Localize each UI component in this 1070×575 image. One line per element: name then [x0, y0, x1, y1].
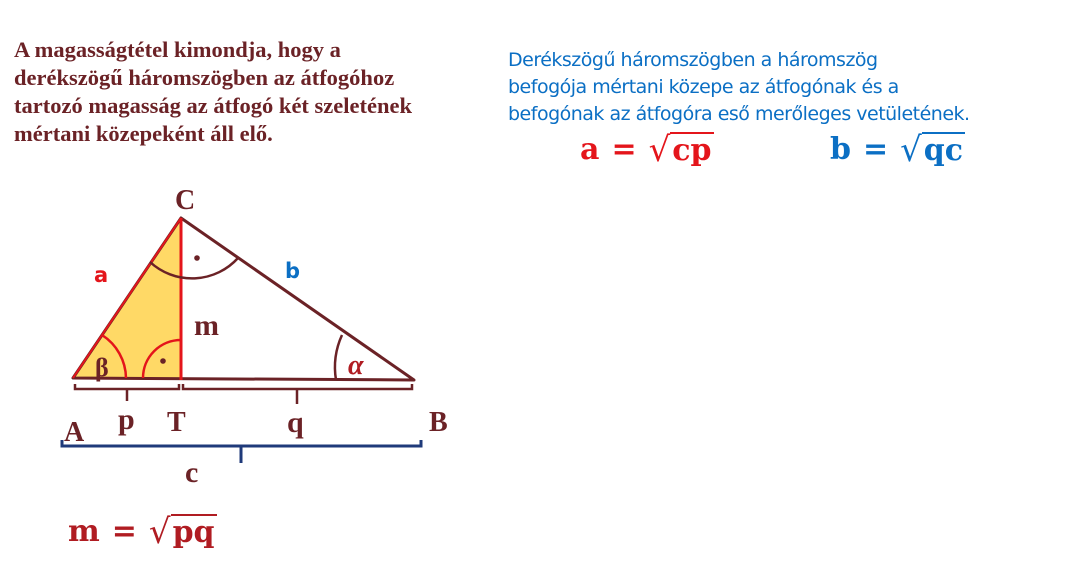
- formula-m-equals: =: [111, 514, 137, 549]
- formula-a-radicand: cp: [672, 133, 712, 168]
- height-m-label: m: [194, 309, 219, 342]
- brace-c: [62, 440, 421, 463]
- side-c-label: c: [185, 456, 199, 489]
- vertex-c-label: C: [175, 185, 196, 216]
- brace-p: [75, 384, 179, 401]
- formula-b-radicand: qc: [923, 133, 964, 168]
- segment-p-label: p: [118, 403, 135, 436]
- angle-beta-label: β: [95, 353, 109, 382]
- formula-a-equals: =: [611, 132, 637, 167]
- brace-q: [183, 384, 412, 404]
- right-angle-dot-c: [194, 255, 200, 261]
- vertex-a-label: A: [64, 417, 85, 448]
- formula-m-lhs: m: [68, 514, 100, 549]
- vertex-b-label: B: [429, 407, 448, 438]
- formula-b-lhs: b: [830, 132, 851, 167]
- formula-b-equals: =: [862, 132, 889, 167]
- theorem-line: A magasságtétel kimondja, hogy a: [14, 37, 341, 62]
- sqrt-icon: √: [900, 130, 922, 170]
- sqrt-icon: √: [148, 512, 171, 552]
- theorem-line: tartozó magasság az átfogó két szeletének: [14, 93, 413, 118]
- leg-theorem-line: Derékszögű háromszögben a háromszög: [508, 49, 878, 71]
- formula-m-radicand: pq: [172, 515, 215, 550]
- side-a-label: a: [94, 263, 109, 287]
- angle-alpha-arc: [335, 335, 342, 380]
- leg-theorem-line: befogónak az átfogóra eső merőleges vetületének.: [508, 103, 970, 125]
- angle-alpha-label: α: [348, 350, 364, 381]
- sqrt-icon: √: [648, 130, 671, 170]
- theorem-line: derékszögű háromszögben az átfogóhoz: [14, 65, 395, 90]
- formula-a-lhs: a: [580, 132, 600, 167]
- theorem-line: mértani közepeként áll elő.: [14, 121, 273, 146]
- right-angle-dot-t: [160, 358, 166, 364]
- segment-q-label: q: [287, 406, 304, 439]
- leg-theorem-line: befogója mértani közepe az átfogónak és a: [508, 76, 899, 98]
- side-b-label: b: [285, 259, 301, 283]
- foot-t-label: T: [167, 407, 186, 438]
